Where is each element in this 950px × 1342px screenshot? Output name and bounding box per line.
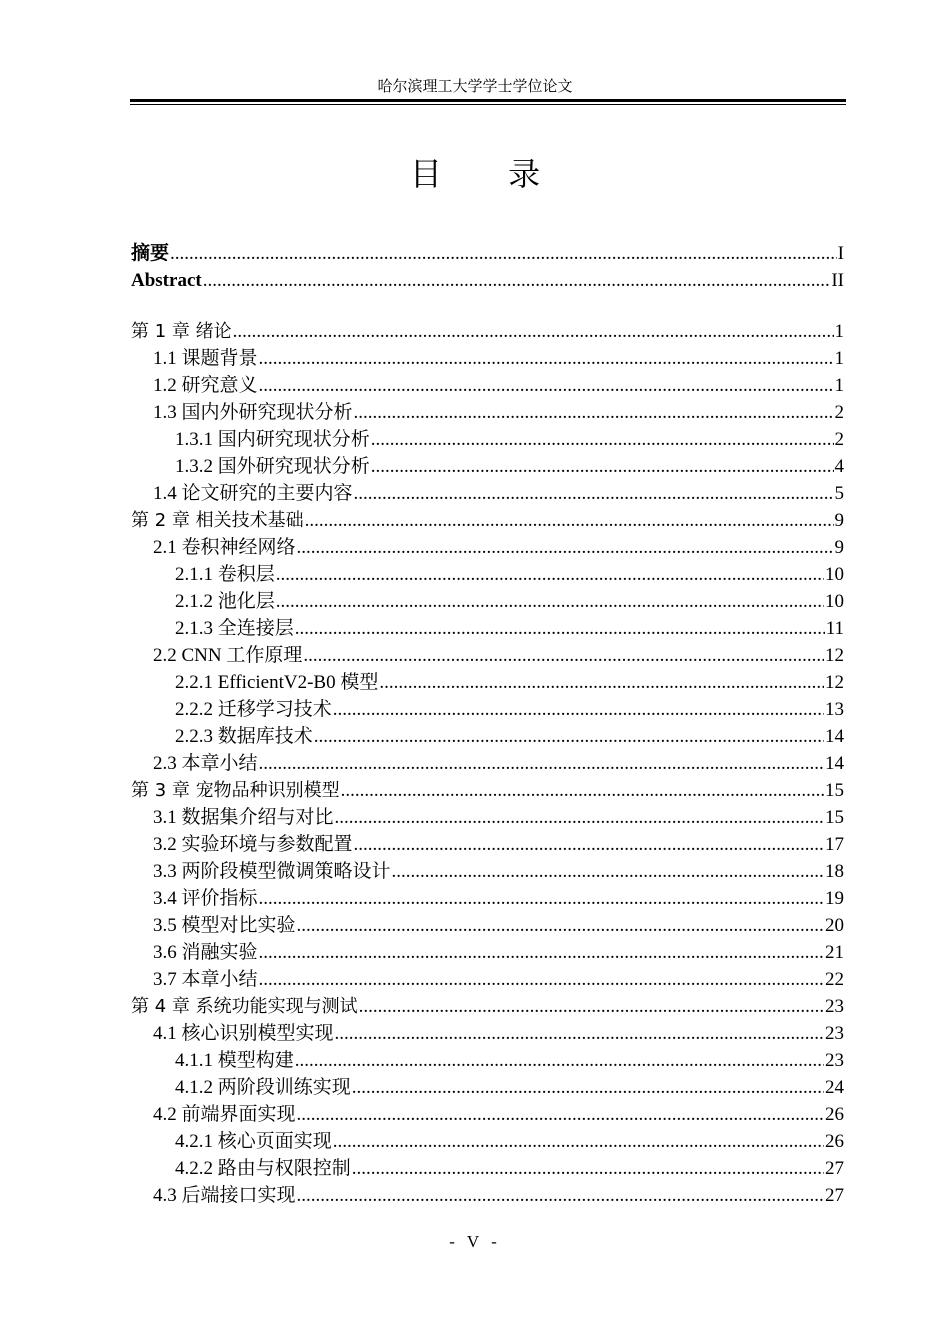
toc-entry-page: 15 — [825, 807, 844, 828]
toc-entry-label: 2.2 CNN 工作原理 — [153, 645, 303, 666]
toc-leader-dots — [333, 1128, 824, 1155]
toc-spacer — [131, 294, 844, 318]
toc-chapter-entry[interactable] — [131, 993, 844, 1020]
toc-entry-page: 1 — [834, 321, 844, 342]
toc-entry-label: 3.7 本章小结 — [153, 969, 258, 990]
toc-entry-page: 10 — [825, 591, 844, 612]
toc-section-entry[interactable] — [131, 804, 844, 831]
toc-entry-label: 第 4 章 系统功能实现与测试 — [131, 996, 358, 1017]
toc-section-entry[interactable] — [131, 885, 844, 912]
page-number: - V - — [449, 1232, 501, 1251]
toc-leader-dots — [295, 615, 825, 642]
header-rule-thick — [130, 99, 846, 102]
toc-entry-page: 1 — [834, 348, 844, 369]
toc-entry-label: 2.1 卷积神经网络 — [153, 537, 296, 558]
toc-entry-abstract-en[interactable] — [131, 267, 844, 294]
toc-entry-page: I — [837, 243, 844, 264]
toc-entry-label: 2.1.3 全连接层 — [175, 618, 294, 639]
toc-entry-label: 4.3 后端接口实现 — [153, 1185, 296, 1206]
toc-entry-label: 第 1 章 绪论 — [131, 321, 232, 342]
toc-entry-label: 3.6 消融实验 — [153, 942, 258, 963]
toc-section-entry[interactable] — [131, 966, 844, 993]
toc-entry-label: 2.1.2 池化层 — [175, 591, 275, 612]
header-rule-thin — [130, 104, 846, 105]
toc-section-entry[interactable] — [131, 669, 844, 696]
toc-entry-label: Abstract — [131, 270, 202, 291]
toc-leader-dots — [305, 507, 834, 534]
toc-entry-label: 摘要 — [131, 243, 170, 264]
running-header: 哈尔滨理工大学学士学位论文 — [377, 79, 573, 95]
toc-entry-label: 3.1 数据集介绍与对比 — [153, 807, 334, 828]
toc-leader-dots — [259, 966, 824, 993]
toc-entry-label: 1.4 论文研究的主要内容 — [153, 483, 353, 504]
toc-entries — [131, 318, 844, 1209]
toc-leader-dots — [314, 723, 824, 750]
toc-entry-label: 3.3 两阶段模型微调策略设计 — [153, 861, 391, 882]
toc-section-entry[interactable] — [131, 345, 844, 372]
toc-section-entry[interactable] — [131, 1047, 844, 1074]
toc-entry-page: 24 — [825, 1077, 844, 1098]
toc-entry-label: 第 3 章 宠物品种识别模型 — [131, 780, 340, 801]
toc-entry-label: 1.3.2 国外研究现状分析 — [175, 456, 370, 477]
toc-entry-page: II — [831, 270, 844, 291]
toc-leader-dots — [259, 885, 824, 912]
toc-section-entry[interactable] — [131, 426, 844, 453]
toc-section-entry[interactable] — [131, 1182, 844, 1209]
toc-leader-dots — [295, 1047, 824, 1074]
toc-entry-page: 15 — [825, 780, 844, 801]
toc-section-entry[interactable] — [131, 1020, 844, 1047]
toc-leader-dots — [352, 1074, 824, 1101]
toc-section-entry[interactable] — [131, 534, 844, 561]
toc-entry-label: 4.1.1 模型构建 — [175, 1050, 294, 1071]
toc-leader-dots — [297, 1182, 824, 1209]
toc-entry-label: 2.2.3 数据库技术 — [175, 726, 313, 747]
toc-leader-dots — [352, 1155, 824, 1182]
toc-leader-dots — [371, 426, 834, 453]
toc-section-entry[interactable] — [131, 1074, 844, 1101]
toc-chapter-entry[interactable] — [131, 777, 844, 804]
toc-leader-dots — [354, 480, 834, 507]
toc-entry-page: 14 — [825, 726, 844, 747]
toc-leader-dots — [341, 777, 824, 804]
toc-leader-dots — [392, 858, 824, 885]
toc-entry-page: 2 — [834, 402, 844, 423]
toc-entry-label: 4.2.1 核心页面实现 — [175, 1131, 332, 1152]
toc-chapter-entry[interactable] — [131, 507, 844, 534]
toc-entry-page: 9 — [834, 537, 844, 558]
toc-leader-dots — [379, 669, 824, 696]
toc-chapter-entry[interactable] — [131, 318, 844, 345]
toc-entry-label: 2.1.1 卷积层 — [175, 564, 275, 585]
toc-leader-dots — [259, 750, 824, 777]
toc-entry-page: 1 — [834, 375, 844, 396]
toc-entry-label: 1.2 研究意义 — [153, 375, 258, 396]
toc-leader-dots — [359, 993, 824, 1020]
toc-entry-label: 第 2 章 相关技术基础 — [131, 510, 304, 531]
toc-leader-dots — [354, 399, 834, 426]
toc-entry-page: 5 — [834, 483, 844, 504]
toc-entry-page: 4 — [834, 456, 844, 477]
toc-leader-dots — [333, 696, 824, 723]
toc-section-entry[interactable] — [131, 858, 844, 885]
table-of-contents — [131, 240, 844, 1209]
toc-entry-page: 23 — [825, 996, 844, 1017]
toc-leader-dots — [303, 642, 824, 669]
toc-entry-label: 2.3 本章小结 — [153, 753, 258, 774]
toc-section-entry[interactable] — [131, 453, 844, 480]
toc-entry-page: 14 — [825, 753, 844, 774]
toc-section-entry[interactable] — [131, 939, 844, 966]
toc-entry-page: 18 — [825, 861, 844, 882]
toc-entry-label: 4.2 前端界面实现 — [153, 1104, 296, 1125]
toc-entry-label: 2.2.2 迁移学习技术 — [175, 699, 332, 720]
toc-section-entry[interactable] — [131, 1128, 844, 1155]
toc-leader-dots — [259, 372, 834, 399]
toc-entry-page: 20 — [825, 915, 844, 936]
toc-entry-page: 12 — [825, 672, 844, 693]
toc-entry-page: 27 — [825, 1158, 844, 1179]
toc-section-entry[interactable] — [131, 1155, 844, 1182]
toc-leader-dots — [335, 1020, 824, 1047]
toc-entry-page: 23 — [825, 1023, 844, 1044]
toc-section-entry[interactable] — [131, 831, 844, 858]
toc-entry-page: 13 — [825, 699, 844, 720]
toc-section-entry[interactable] — [131, 696, 844, 723]
toc-entry-page: 21 — [825, 942, 844, 963]
toc-leader-dots — [297, 912, 824, 939]
toc-section-entry[interactable] — [131, 372, 844, 399]
toc-entry-label: 3.4 评价指标 — [153, 888, 258, 909]
toc-section-entry[interactable] — [131, 642, 844, 669]
toc-entry-label: 1.3.1 国内研究现状分析 — [175, 429, 370, 450]
toc-entry-page: 19 — [825, 888, 844, 909]
toc-leader-dots — [335, 804, 824, 831]
toc-entry-page: 9 — [834, 510, 844, 531]
toc-entry-page: 11 — [825, 618, 844, 639]
toc-leader-dots — [276, 561, 824, 588]
toc-leader-dots — [276, 588, 824, 615]
toc-leader-dots — [233, 318, 834, 345]
toc-section-entry[interactable] — [131, 480, 844, 507]
toc-section-entry[interactable] — [131, 1101, 844, 1128]
toc-leader-dots — [354, 831, 824, 858]
toc-entry-page: 26 — [825, 1104, 844, 1125]
toc-entry-page: 23 — [825, 1050, 844, 1071]
toc-entry-label: 3.5 模型对比实验 — [153, 915, 296, 936]
toc-entry-label: 1.1 课题背景 — [153, 348, 258, 369]
toc-entry-label: 1.3 国内外研究现状分析 — [153, 402, 353, 423]
toc-entry-page: 10 — [825, 564, 844, 585]
toc-leader-dots — [259, 939, 824, 966]
toc-section-entry[interactable] — [131, 615, 844, 642]
toc-section-entry[interactable] — [131, 912, 844, 939]
toc-entry-page: 27 — [825, 1185, 844, 1206]
toc-leader-dots — [170, 240, 837, 267]
toc-entry-page: 2 — [834, 429, 844, 450]
toc-entry-label: 4.1.2 两阶段训练实现 — [175, 1077, 351, 1098]
toc-section-entry[interactable] — [131, 723, 844, 750]
toc-entry-label: 4.2.2 路由与权限控制 — [175, 1158, 351, 1179]
toc-entry-label: 4.1 核心识别模型实现 — [153, 1023, 334, 1044]
toc-title: 目 录 — [409, 155, 569, 193]
toc-leader-dots — [371, 453, 834, 480]
toc-entry-page: 12 — [825, 645, 844, 666]
toc-leader-dots — [259, 345, 834, 372]
toc-entry-label: 2.2.1 EfficientV2-B0 模型 — [175, 672, 379, 693]
toc-section-entry[interactable] — [131, 399, 844, 426]
toc-entry-page: 22 — [825, 969, 844, 990]
toc-section-entry[interactable] — [131, 750, 844, 777]
toc-leader-dots — [297, 534, 834, 561]
toc-entry-page: 26 — [825, 1131, 844, 1152]
toc-section-entry[interactable] — [131, 588, 844, 615]
toc-entry-page: 17 — [825, 834, 844, 855]
toc-leader-dots — [297, 1101, 824, 1128]
toc-entry-abstract-cn[interactable] — [131, 240, 844, 267]
toc-section-entry[interactable] — [131, 561, 844, 588]
toc-leader-dots — [203, 267, 831, 294]
toc-entry-label: 3.2 实验环境与参数配置 — [153, 834, 353, 855]
